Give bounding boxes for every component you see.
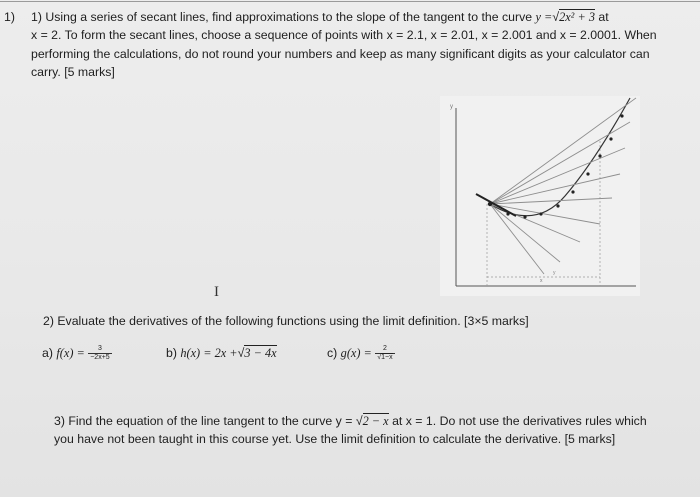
q1-line-3: performing the calculations, do not round your numbers and keep as many significant digits as your calculator can	[31, 46, 650, 61]
q1-line-1-tail: at	[598, 10, 609, 24]
q3-radicand: 2 − x	[362, 414, 389, 428]
sqrt-symbol: √	[552, 10, 560, 24]
q1-line-2: x = 2. To form the secant lines, choose a sequence of points with x = 2.1, x = 2.01, x = 2.001 and x = 2.0001. When	[31, 28, 657, 43]
curve-point	[571, 190, 574, 193]
q2-part-b	[166, 344, 277, 362]
q1-line-1-text: Using a series of secant lines, find approximations to the slope of the tangent to the curve	[45, 10, 533, 24]
q2-parts	[42, 344, 502, 374]
q2-part-b-label: b)	[166, 346, 177, 360]
q2-part-c	[327, 344, 395, 362]
q1-line-1	[31, 8, 691, 26]
q3-line-1	[54, 412, 674, 430]
q2-part-c-fraction	[375, 345, 394, 362]
q2-part-c-radicand: 1−x	[381, 354, 393, 362]
q3-line-2: you have not been taught in this course yet. Use the limit definition to calculate the derivative. [5 marks]	[54, 432, 616, 447]
curve-point	[609, 137, 612, 140]
curve-point	[586, 172, 589, 175]
q1-radicand: 2x² + 3	[559, 10, 595, 24]
sqrt-symbol: √	[237, 346, 245, 360]
q2-part-a-denominator: −2x+5	[90, 354, 110, 362]
figure-background	[440, 96, 640, 296]
axis-x-label: x	[540, 278, 543, 284]
curve-label: y	[553, 270, 556, 276]
curve-point	[506, 212, 509, 215]
q1-equation-lhs: y =	[535, 10, 553, 24]
q2-part-c-numerator: 2	[375, 345, 394, 354]
q2-part-a-fraction	[88, 345, 111, 362]
top-rule	[0, 1, 700, 2]
outer-question-number: 1)	[4, 10, 15, 24]
q2-part-c-func: g(x) =	[340, 346, 372, 360]
q3-line-1-tail: at x = 1. Do not use the derivatives rules which	[392, 414, 647, 428]
q2-part-c-denominator	[375, 354, 394, 362]
curve-point	[620, 114, 623, 117]
sqrt-symbol: √	[377, 354, 382, 362]
question-3	[54, 412, 674, 449]
q2-part-a	[42, 344, 112, 362]
sqrt-symbol: √	[355, 414, 363, 428]
secant-lines-figure	[440, 96, 640, 296]
curve-point	[523, 215, 526, 218]
axis-y-label: y	[450, 104, 453, 110]
q2-part-c-label: c)	[327, 346, 338, 360]
question-1	[31, 8, 691, 82]
curve-point	[598, 154, 601, 157]
q2-part-b-radicand: 3 − 4x	[244, 346, 277, 360]
q2-part-b-func: h(x) = 2x +	[180, 346, 238, 360]
q3-line-1-text: 3) Find the equation of the line tangent to the curve y =	[54, 414, 353, 428]
q2-part-a-numerator: 3	[88, 345, 111, 354]
q1-line-4: carry. [5 marks]	[31, 65, 115, 80]
text-cursor-icon: I	[214, 284, 219, 300]
q1-number: 1)	[31, 10, 42, 24]
q2-heading: 2) Evaluate the derivatives of the following functions using the limit definition. [3×5 marks]	[43, 314, 529, 328]
curve-point	[539, 212, 542, 215]
q2-part-a-func: f(x) =	[56, 346, 85, 360]
q2-part-a-label: a)	[42, 346, 53, 360]
point-of-tangency	[488, 202, 492, 206]
curve-point	[556, 204, 559, 207]
